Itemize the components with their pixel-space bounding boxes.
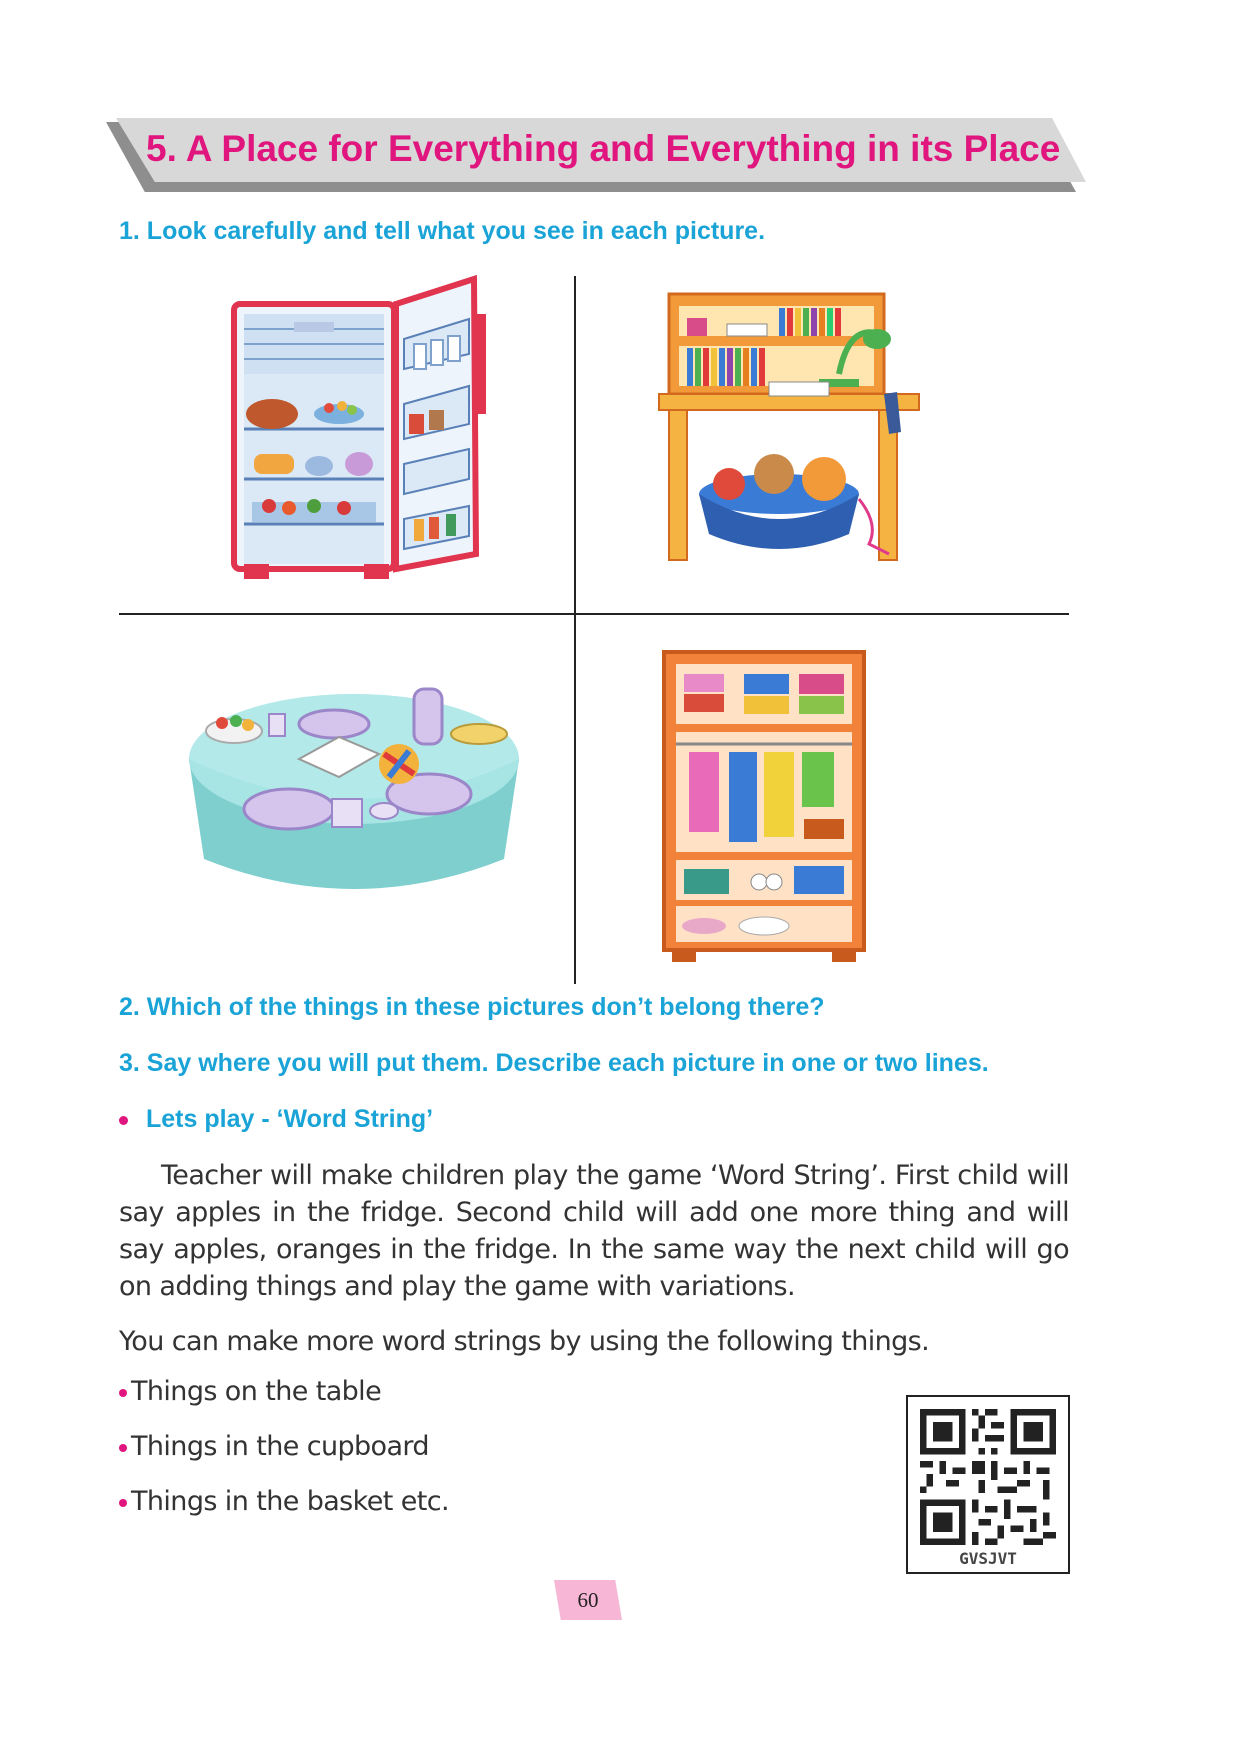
- chapter-title: 5. A Place for Everything and Everything in its Place: [146, 128, 1061, 169]
- page-number-tab: [554, 1580, 622, 1620]
- game-heading: [119, 1105, 433, 1134]
- list-item-text: Things in the basket etc.: [131, 1486, 449, 1517]
- grid-divider-vertical: [574, 276, 576, 984]
- study-desk-illustration: [639, 284, 939, 604]
- game-description: [119, 1157, 1069, 1305]
- question-3: 3. Say where you will put them. Describe each picture in one or two lines.: [119, 1049, 989, 1077]
- list-item-text: Things on the table: [131, 1376, 382, 1407]
- bullet-icon: [119, 1444, 127, 1452]
- page-number: 60: [577, 1588, 599, 1612]
- picture-grid: [119, 274, 1069, 984]
- list-item-text: Things in the cupboard: [131, 1431, 429, 1462]
- question-1: 1. Look carefully and tell what you see in each picture.: [119, 217, 766, 245]
- qr-code-label: GVSJVT: [959, 1549, 1017, 1568]
- qr-code-icon: [920, 1409, 1056, 1545]
- game-paragraph: Teacher will make children play the game ‘Word String’. First child will say apples in the fridge. Second child will add one more thing and will say apples, oranges in the fridge. In the same way the next child will go on adding things and play the game with variations.: [119, 1160, 1069, 1302]
- dining-table-illustration: [174, 659, 534, 929]
- question-2: 2. Which of the things in these pictures don’t belong there?: [119, 993, 825, 1021]
- bullet-icon: [119, 1116, 128, 1125]
- wardrobe-illustration: [654, 644, 874, 964]
- list-item: [119, 1376, 381, 1407]
- bullet-icon: [119, 1389, 127, 1397]
- word-string-intro: You can make more word strings by using the following things.: [119, 1326, 930, 1357]
- grid-divider-horizontal: [119, 613, 1069, 615]
- qr-code-box[interactable]: [906, 1395, 1070, 1574]
- fridge-illustration: [224, 274, 504, 594]
- bullet-icon: [119, 1499, 127, 1507]
- game-heading-text: Lets play - ‘Word String’: [146, 1105, 434, 1133]
- list-item: [119, 1486, 449, 1517]
- chapter-banner: [106, 118, 1086, 193]
- list-item: [119, 1431, 429, 1462]
